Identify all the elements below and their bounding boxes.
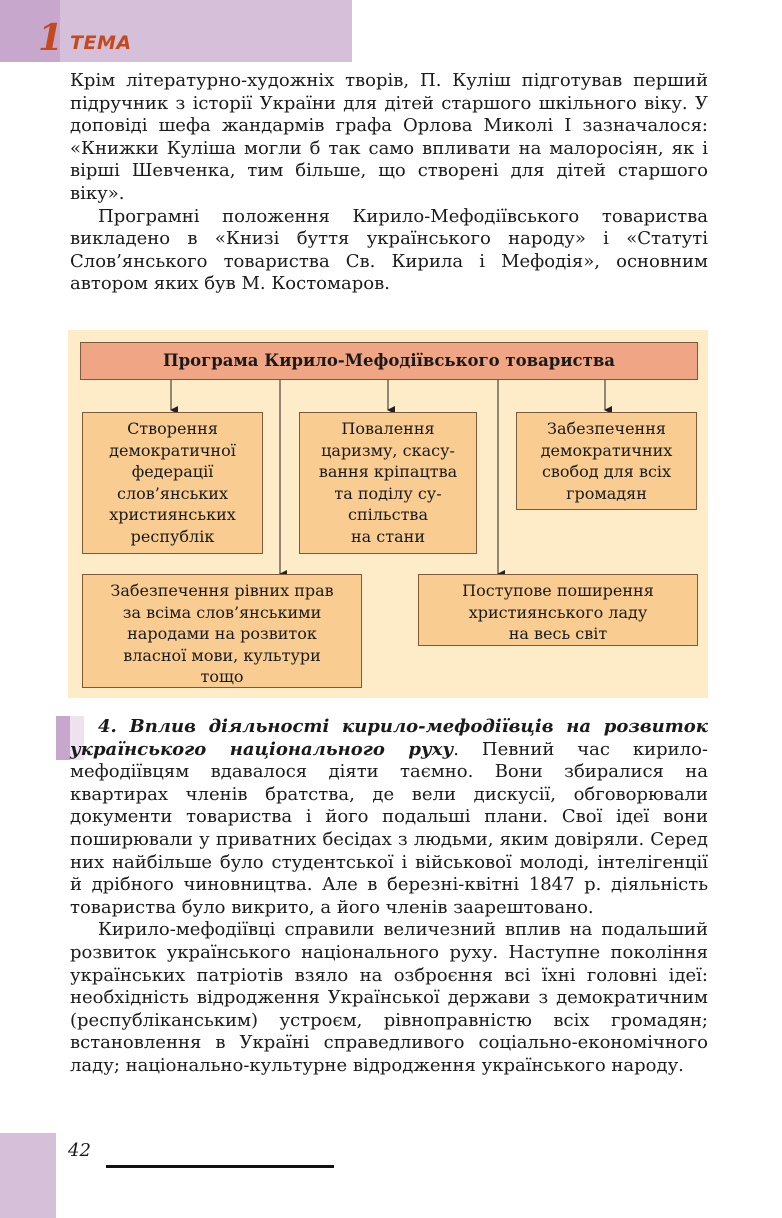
box-federation xyxy=(82,412,263,554)
box-equal-rights xyxy=(82,574,362,688)
box5-line: християнського ладу xyxy=(468,602,648,622)
box3-line: свобод для всіх xyxy=(541,462,672,481)
box5-line: Поступове поширення xyxy=(462,581,654,600)
box1-line: Створення xyxy=(127,419,218,438)
program-diagram xyxy=(68,330,708,698)
box4-line: тощо xyxy=(200,667,244,686)
box3-line: Забезпечення xyxy=(547,419,666,438)
intro-paragraph-2: Програмні положення Кирило-Мефодіївського товариства викладено в «Книзі буття українського народу» і «Статуті Слов’янського товариства Св. Кирила і Мефодія», основним автором яких був М. Костомаров. xyxy=(70,205,708,295)
topic-label: ТЕМА xyxy=(70,32,132,54)
box2-line: на стани xyxy=(351,526,425,546)
section-4-text xyxy=(70,716,708,1078)
section-marker xyxy=(56,716,70,760)
diagram-title: Програма Кирило-Мефодіївського товариства xyxy=(80,342,698,380)
box1-line: християнських xyxy=(109,505,236,524)
box5-line: на весь світ xyxy=(508,624,608,643)
box4-line: власної мови, культури xyxy=(123,645,321,665)
section-4-paragraph-1 xyxy=(70,716,708,919)
footer-tab xyxy=(0,1133,56,1218)
box-tsarism xyxy=(299,412,477,554)
intro-paragraph-1: Крім літературно-художніх творів, П. Куліш підготував перший підручник з історії України для дітей старшого шкільного віку. У доповіді шефа жандармів графа Орлова Миколі I зазначалося: «Книжки Куліша могли б так само впливати на малоросіян, як і вірші Шевченка, тим більше, що створені для дітей старшого віку». xyxy=(70,70,708,204)
section-4-heading: 4. Вплив діяльності кирило-мефодіївців на розвиток українського національного руху xyxy=(70,716,708,760)
box2-line: спільства xyxy=(348,505,428,524)
box4-line: народами на розвиток xyxy=(127,624,317,643)
box3-line: громадян xyxy=(566,483,647,503)
section-4-paragraph-1-text: . Певний час кирило-мефодіївцям вдавалося діяти таємно. Вони збиралися на квартирах членів братства, де вели дискусії, обговорювали документи товариства і його подальші плани. Свої ідеї вони поширювали у приватних бесідах з людьми, яким довіряли. Серед них найбільше було студентської і військової молоді, інтелігенції й дрібного чиновництва. Але в березні-квітні 1847 р. діяльність товариства було викрито, а його членів заарештовано. xyxy=(70,738,708,918)
box2-line: царизму, скасу- xyxy=(321,440,455,460)
box2-line: та поділу су- xyxy=(334,483,442,503)
box-christian-order xyxy=(418,574,698,646)
box4-line: Забезпечення рівних прав xyxy=(110,581,334,600)
box3-line: демократичних xyxy=(540,440,673,460)
intro-text xyxy=(70,70,708,296)
section-4-paragraph-2: Кирило-мефодіївці справили величезний вплив на подальший розвиток українського національного руху. Наступне покоління українських патріотів взяло на озброєння всі їхні головні ідеї: необхідність відродження Української держави з демократичним (республіканським) устроєм, рівноправністю всіх громадян; встановлення в Україні справедливого соціально-економічного ладу; національно-культурне відродження українського народу. xyxy=(70,919,708,1076)
footer-rule xyxy=(106,1165,334,1168)
box2-line: вання кріпацтва xyxy=(318,462,458,481)
page-number: 42 xyxy=(68,1140,91,1161)
box1-line: федерації xyxy=(131,462,214,481)
box2-line: Повалення xyxy=(341,419,435,438)
box4-line: за всіма слов’янськими xyxy=(122,602,322,622)
box1-line: слов’янських xyxy=(117,483,228,503)
box-freedoms xyxy=(516,412,697,510)
box1-line: республік xyxy=(130,526,215,546)
box1-line: демократичної xyxy=(109,440,236,460)
topic-number: 1 xyxy=(38,17,64,59)
